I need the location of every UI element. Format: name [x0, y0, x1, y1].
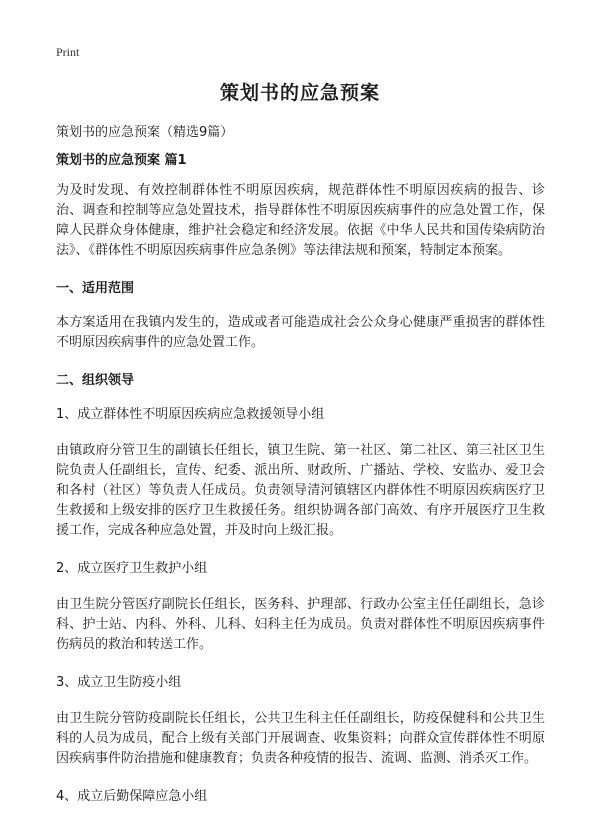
subsection-heading-1: 1、成立群体性不明原因疾病应急救援领导小组 [56, 407, 325, 422]
scope-paragraph: 本方案适用在我镇内发生的，造成或者可能造成社会公众身心健康严重损害的群体性不明原因疾病事件的应急处置工作。 [56, 315, 545, 350]
subsection-heading-3: 3、成立卫生防疫小组 [56, 675, 182, 690]
print-link[interactable]: Print [56, 45, 80, 59]
subsection-paragraph-1: 由镇政府分管卫生的副镇长任组长，镇卫生院、第一社区、第二社区、第三社区卫生院负责人任副组长，宣传、纪委、派出所、财政所、广播站、学校、安监办、爱卫会和各村（社区）等负责人任成员。负责领导清河镇辖区内群体性不明原因疾病医疗卫生救援和上级安排的医疗卫生救援任务。组织协调各部门高效、有序开展医疗卫生救援工作，完成各种应急处置，并及时向上级汇报。 [56, 443, 545, 538]
section-heading-scope: 一、适用范围 [56, 281, 135, 296]
section-heading-organization: 二、组织领导 [56, 373, 135, 388]
article-body [56, 151, 545, 823]
article-heading: 策划书的应急预案 篇1 [56, 153, 187, 168]
document-subtitle: 策划书的应急预案（精选9篇） [56, 125, 234, 140]
page-title: 策划书的应急预案 [219, 82, 380, 104]
subsection-paragraph-3: 由卫生院分管防疫副院长任组长，公共卫生科主任任副组长，防疫保健科和公共卫生科的人员为成员，配合上级有关部门开展调查、收集资料；向群众宣传群体性不明原因疾病事件防治措施和健康教育；负责各种疫情的报告、流调、监测、消杀灭工作。 [56, 711, 545, 766]
subsection-heading-4: 4、成立后勤保障应急小组 [56, 789, 208, 804]
subsection-paragraph-2: 由卫生院分管医疗副院长任组长，医务科、护理部、行政办公室主任任副组长，急诊科、护士站、内科、外科、儿科、妇科主任为成员。负责对群体性不明原因疾病事件伤病员的救治和转送工作。 [56, 597, 545, 652]
subsection-heading-2: 2、成立医疗卫生救护小组 [56, 561, 208, 576]
intro-paragraph: 为及时发现、有效控制群体性不明原因疾病，规范群体性不明原因疾病的报告、诊治、调查和控制等应急处置技术，指导群体性不明原因疾病事件的应急处置工作，保障人民群众身体健康，维护社会稳定和经济发展。依据《中华人民共和国传染病防治法》、《群体性不明原因疾病事件应急条例》等法律法规和预案，特制定本预案。 [56, 183, 545, 258]
